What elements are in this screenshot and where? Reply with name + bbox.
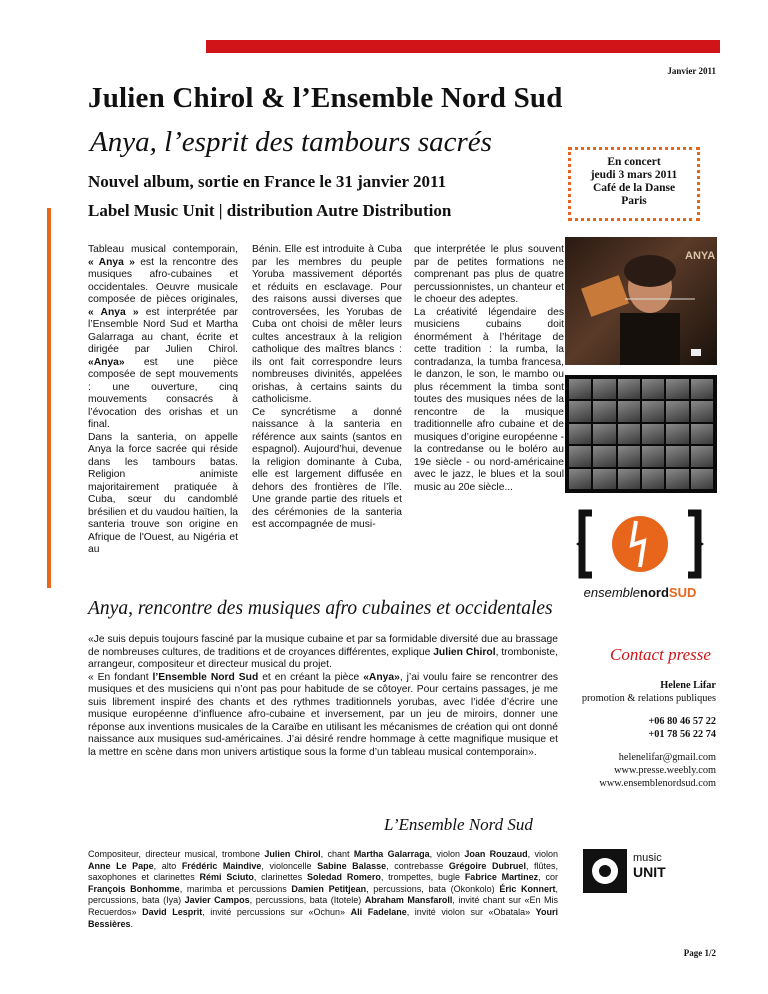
- contact-website-1[interactable]: www.presse.weebly.com: [614, 765, 716, 776]
- text: est interprétée par l’Ensemble Nord Sud et Martha Galarraga au chant, écrite et dirigée par Julien Chirol.: [88, 306, 238, 355]
- credit-text: , flûtes, saxophones et clarinettes: [88, 860, 559, 883]
- credit-text: , violon: [429, 849, 465, 859]
- musician-photo: [642, 401, 664, 421]
- text: , j’ai voulu faire se rencontrer des musiques et des musiciens qui n’ont pas pour habitude de se côtoyer. Pour certains passages, je me suis librement inspiré des chants et des rythmes traditionnels yorubas, avec l’idée d’écrire une musique européenne d’influence afro-cubaine et inversement, par un jeu de miroirs, donner une réponse aux inventions musicales de la Caraïbe en utilisant les mécanismes de création qui ont donné naissance aux musiques sud-américaines. J’ai désiré rendre hommage à cette magnifique musique et la mettre en scène dans mon univers artistique sous la forme d’un tableau musical contemporain».: [88, 671, 559, 758]
- musician-name: Fabrice Martinez: [464, 872, 539, 883]
- musician-photo: [666, 401, 688, 421]
- musician-name: David Lesprit: [142, 906, 203, 917]
- paragraph: La créativité légendaire des musiciens cubains doit énormément à l’héritage de cette tradition : la rumba, la contradanza, la tumba francesa, le danzon, le son, le mambo ou plus récemment la timba sont toutes des musiques nées de la rencontre de la musique traditionnelle afro cubaine et de musiques d’origine européenne - la contredanse ou le boléro au 19e siècle - ou nord-américaine avec le jazz, le blues et la soul music au 20e siècle...: [414, 306, 564, 493]
- date: Janvier 2011: [667, 66, 716, 76]
- contact-website-2[interactable]: www.ensemblenordsud.com: [599, 778, 716, 789]
- musician-name: Youri Bessières: [88, 906, 559, 929]
- text-column-2: [252, 244, 402, 532]
- paragraph: Bénin. Elle est introduite à Cuba par les membres du peuple Yoruba massivement déportés et réduits en esclavage. Pour des raisons aussi diverses que controversées, les Yorubas de Cuba ont choisi de mêler leurs cultes ancestraux à la religion catholique des maîtres blancs : ils ont fait correspondre leurs nombreuses divinités, appelées orishas, à certains saints du catholicisme.: [252, 244, 402, 405]
- logo-text-ensemble: ensemble: [583, 585, 641, 600]
- left-orange-rule: [47, 208, 51, 588]
- musician-photo: [593, 446, 615, 466]
- contact-email[interactable]: helenelifar@gmail.com: [618, 752, 716, 763]
- credit-text: , violoncelle: [261, 860, 318, 871]
- musician-name: Martha Galarraga: [353, 849, 430, 859]
- credit-text: , marimba et percussions: [179, 883, 292, 894]
- quote-paragraph: [88, 634, 558, 672]
- credit-text: , chant: [320, 849, 354, 859]
- text-column-1: [88, 244, 238, 557]
- musician-photo: [666, 424, 688, 444]
- musician-photo: [642, 379, 664, 399]
- musician-photo: [691, 446, 713, 466]
- musician-name: Frédéric Maindive: [181, 860, 262, 871]
- credit-text: , trompettes, bugle: [380, 872, 465, 883]
- page-number: Page 1/2: [683, 948, 716, 958]
- musician-photo: [569, 446, 591, 466]
- ensemble-nord-sud-logo: [570, 505, 710, 605]
- concert-city: Paris: [621, 195, 647, 207]
- musician-photo: [691, 379, 713, 399]
- concert-date: jeudi 3 mars 2011: [590, 169, 678, 181]
- ensemble-logo-mark: [570, 505, 710, 605]
- album-name: «Anya»: [88, 356, 125, 368]
- musician-photo: [569, 401, 591, 421]
- album-name: «Anya»: [363, 671, 400, 683]
- musician-name: Sabine Balasse: [317, 860, 387, 871]
- credit-text: , percussions, bata (Okonkolo): [366, 883, 500, 894]
- musician-name: Rémi Sciuto: [199, 872, 254, 883]
- musician-photo: [666, 446, 688, 466]
- credit-text: , cor: [538, 872, 558, 883]
- music-unit-text-unit: UNIT: [633, 864, 666, 880]
- album-cover-art: [565, 237, 717, 365]
- contact-phone-1: +06 80 46 57 22: [648, 716, 716, 727]
- album-name: « Anya »: [88, 306, 139, 318]
- musician-name: Soledad Romero: [307, 872, 381, 883]
- music-unit-text-music: music: [633, 852, 662, 864]
- paragraph: que interprétée le plus souvent par de petites formations ne comprenant pas plus de quatre percussionnistes, un chanteur et le choeur des adeptes.: [414, 244, 564, 305]
- text: et en créant la pièce: [258, 671, 364, 683]
- label-line: Label Music Unit | distribution Autre Distribution: [88, 201, 452, 220]
- musician-photo: [618, 401, 640, 421]
- musician-name: Damien Petitjean: [291, 883, 367, 894]
- section-title: Anya, rencontre des musiques afro cubaines et occidentales: [88, 598, 553, 619]
- paragraph: [88, 244, 238, 432]
- musician-name: Ali Fadelane: [350, 906, 407, 917]
- musician-photo: [691, 424, 713, 444]
- credit-text: , invité chant sur «En Mis Recuerdos»: [88, 895, 558, 917]
- musician-photo: [618, 446, 640, 466]
- musician-photo: [593, 379, 615, 399]
- musician-photo: [593, 469, 615, 489]
- text: est une pièce composée de sept mouvements : une ouverture, cinq mouvements consacrés à l’évocation des orishas et un final.: [88, 356, 238, 430]
- ensemble-name: l’Ensemble Nord Sud: [152, 671, 259, 683]
- musician-name: François Bonhomme: [88, 883, 180, 894]
- credit-text: , percussions, bata (Itotele): [249, 895, 365, 906]
- musician-photo: [618, 379, 640, 399]
- release-line: Nouvel album, sortie en France le 31 janvier 2011: [88, 172, 447, 191]
- credit-text: , percussions, bata (Iya): [88, 883, 559, 906]
- musician-name: Éric Konnert: [499, 883, 556, 894]
- contact-title: Contact presse: [610, 645, 711, 664]
- text: «Je suis depuis toujours fasciné par la musique cubaine et par sa formidable diversité due au brassage de nombreuses cultures, de traditions et de croyances différentes, explique: [88, 634, 558, 658]
- musician-photo: [642, 424, 664, 444]
- quote-block: [88, 634, 558, 759]
- logo-text-nord: nord: [640, 585, 669, 600]
- credits-paragraph: [88, 849, 558, 930]
- paragraph: Dans la santeria, on appelle Anya la force sacrée qui réside dans les tambours batas. Religion animiste majoritairement pratiquée à Cuba, sœur du candomblé brésilien et du vaudou haïtien, la santeria trouve son origine en Afrique de l'Ouest, au Nigéria et au: [88, 431, 238, 555]
- quote-paragraph: [88, 672, 558, 760]
- artist-name: Julien Chirol: [433, 646, 496, 658]
- musicians-photo-grid: [565, 375, 717, 493]
- concert-box: [568, 147, 700, 221]
- musician-name: Julien Chirol: [264, 849, 321, 859]
- credit-text: , contrebasse: [386, 860, 449, 871]
- credit-text: , invité percussions sur «Ochun»: [202, 906, 351, 917]
- musician-name: Javier Campos: [184, 895, 250, 906]
- musician-name: Anne Le Pape: [88, 860, 154, 871]
- page-title: Julien Chirol & l’Ensemble Nord Sud: [88, 82, 563, 114]
- ensemble-credits: [88, 849, 558, 930]
- musician-photo: [618, 424, 640, 444]
- text: est la rencontre des musiques afro-cubaines et occidentales. Oeuvre musicale composée de pièces originales,: [88, 256, 238, 305]
- musician-photo: [666, 379, 688, 399]
- text: Tableau musical contemporain,: [88, 244, 238, 255]
- album-name: « Anya »: [88, 256, 135, 268]
- musician-name: Abraham Mansfaroll: [364, 895, 453, 906]
- text: « En fondant: [88, 671, 153, 683]
- musician-photo: [666, 469, 688, 489]
- musician-name: Joan Rouzaud: [464, 849, 528, 859]
- concert-venue: Café de la Danse: [592, 182, 676, 194]
- music-unit-logo-mark: [583, 849, 673, 899]
- header-red-bar: [206, 40, 720, 53]
- concert-line: En concert: [607, 156, 661, 168]
- musician-photo: [593, 424, 615, 444]
- musician-photo: [569, 424, 591, 444]
- contact-name: Helene Lifar: [660, 680, 716, 691]
- album-subtitle: Anya, l’esprit des tambours sacrés: [90, 126, 492, 158]
- contact-phone-2: +01 78 56 22 74: [648, 729, 716, 740]
- musician-photo: [569, 469, 591, 489]
- contact-role: promotion & relations publiques: [581, 693, 716, 704]
- text: , tromboniste, arrangeur, compositeur et directeur musical du projet.: [88, 646, 558, 670]
- logo-text-sud: SUD: [668, 585, 697, 600]
- credit-text: , alto: [153, 860, 182, 871]
- credit-text: , violon: [527, 849, 558, 859]
- text-column-3: [414, 244, 564, 494]
- musician-photo: [569, 379, 591, 399]
- musician-name: Grégoire Dubruel: [448, 860, 526, 871]
- album-cover-image: [565, 237, 717, 365]
- credit-text: , invité violon sur «Obatala»: [406, 906, 536, 917]
- album-cover-title: ANYA: [685, 250, 716, 262]
- credit-text: .: [130, 918, 134, 929]
- musician-photo: [642, 446, 664, 466]
- credit-text: , clarinettes: [253, 872, 307, 883]
- credit-text: Compositeur, directeur musical, trombone: [88, 849, 265, 859]
- music-unit-logo: [583, 849, 673, 899]
- musician-photo: [691, 469, 713, 489]
- musician-photo: [642, 469, 664, 489]
- musician-photo: [691, 401, 713, 421]
- musician-photo: [618, 469, 640, 489]
- ensemble-title: L’Ensemble Nord Sud: [384, 815, 533, 834]
- paragraph: Ce syncrétisme a donné naissance à la santeria en référence aux saints (santos en espagnol). Aujourd’hui, devenue la religion dominante à Cuba, elle est largement diffusée en dehors des frontières de l’île. Une grande partie des rituels et des cérémonies de la santeria est accompagnée de musi-: [252, 406, 402, 530]
- musician-photo: [593, 401, 615, 421]
- svg-text:ensemblenordSUD: [584, 585, 697, 600]
